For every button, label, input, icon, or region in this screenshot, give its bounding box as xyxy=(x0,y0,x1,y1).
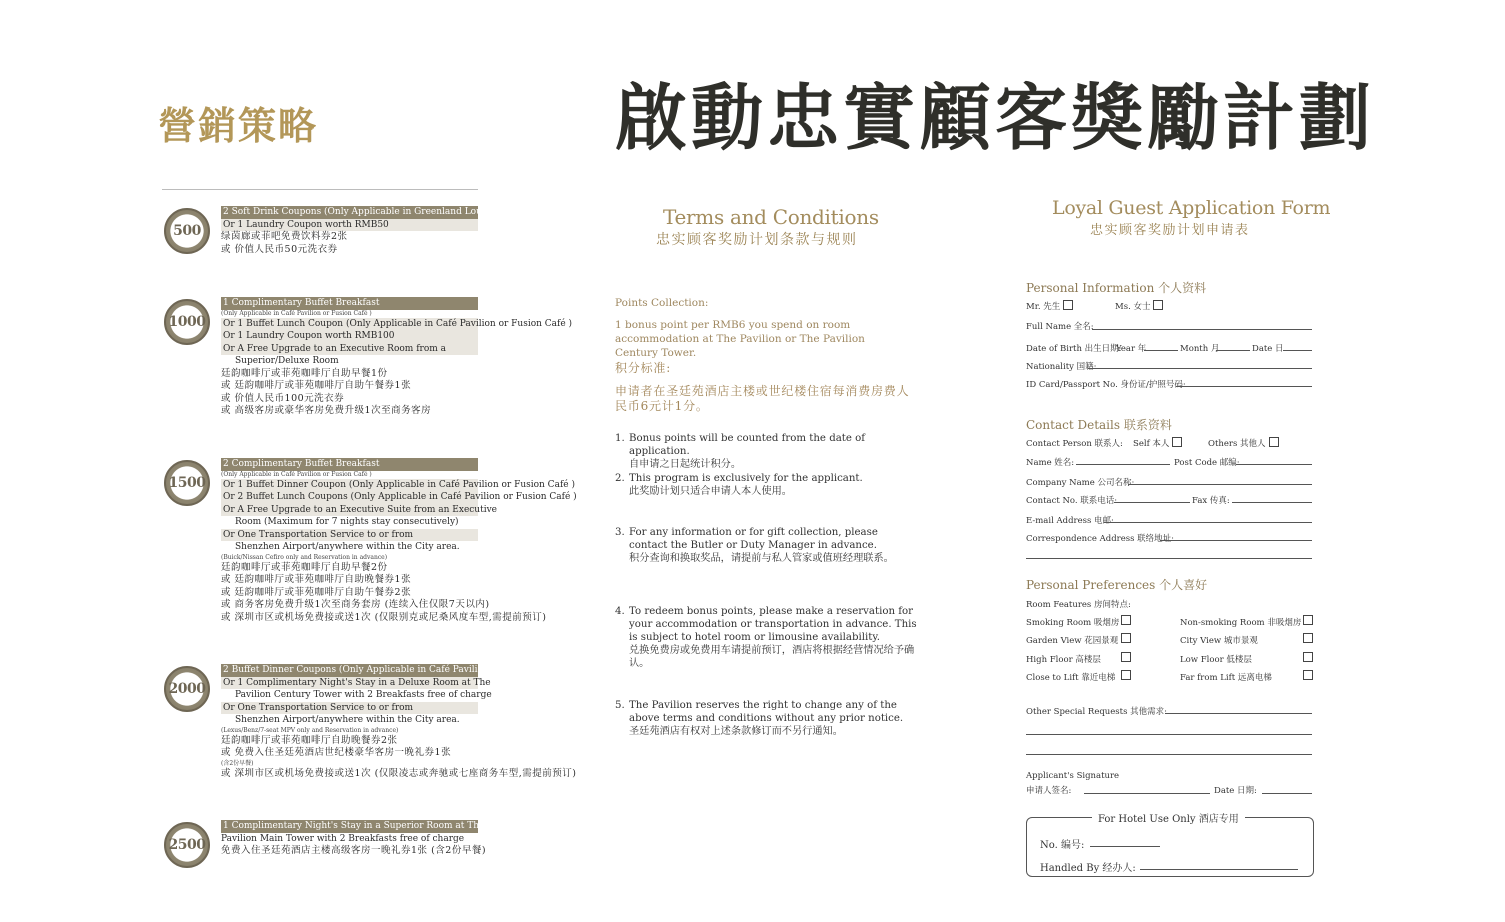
tier-line: Or 2 Buffet Lunch Coupons (Only Applicable in Café Pavilion or Fusion Café ) xyxy=(223,492,577,502)
points-badge-icon: 500 xyxy=(164,208,210,254)
tier-line: Or 1 Laundry Coupon worth RMB100 xyxy=(221,330,478,343)
city-view-checkbox[interactable] xyxy=(1303,633,1313,643)
personal-info-heading: Personal Information 个人资料 xyxy=(1026,281,1207,295)
date-label: Date 日 xyxy=(1252,344,1284,354)
contact-no-field[interactable] xyxy=(1114,502,1190,503)
pref-low-floor: Low Floor 低楼层 xyxy=(1180,655,1252,665)
form-title-en: Loyal Guest Application Form xyxy=(1052,197,1331,219)
others-option[interactable]: Others 其他人 xyxy=(1208,437,1279,449)
high-floor-checkbox[interactable] xyxy=(1121,652,1131,662)
contact-details-heading: Contact Details 联系资料 xyxy=(1026,418,1172,432)
signature-field[interactable] xyxy=(1084,793,1210,794)
pref-close-lift: Close to Lift 靠近电梯 xyxy=(1026,673,1116,683)
tier-line: 或 价值人民币100元洗衣券 xyxy=(221,392,345,404)
tier-line: 或 深圳市区或机场免费接或送1次 (仅限别克或尼桑风度车型,需提前预订) xyxy=(221,611,547,623)
self-checkbox[interactable] xyxy=(1172,437,1182,447)
points-collection-label: Points Collection: xyxy=(615,297,709,309)
id-card-label: ID Card/Passport No. 身份证/护照号码: xyxy=(1026,380,1186,390)
tier-line: 1 Complimentary Buffet Breakfast xyxy=(221,297,478,310)
name-label: Name 姓名: xyxy=(1026,458,1075,468)
other-requests-field-2[interactable] xyxy=(1026,734,1312,735)
rule-2: 2. This program is exclusively for the applicant. 此奖励计划只适合申请人本人使用。 xyxy=(615,473,863,497)
company-label: Company Name 公司名称: xyxy=(1026,478,1135,488)
form-title-cn: 忠实顾客奖励计划申请表 xyxy=(1090,223,1250,238)
tier-lines xyxy=(221,206,568,256)
post-code-field[interactable] xyxy=(1236,464,1312,465)
points-badge-icon: 1000 xyxy=(164,299,210,345)
section-label: 營銷策略 xyxy=(158,103,319,148)
date-field[interactable] xyxy=(1283,350,1312,351)
close-lift-checkbox[interactable] xyxy=(1121,670,1131,680)
pref-city-view: City View 城市景观 xyxy=(1180,636,1258,646)
name-field[interactable] xyxy=(1076,464,1170,465)
year-field[interactable] xyxy=(1144,350,1178,351)
tier-line: 2 Complimentary Buffet Breakfast xyxy=(221,458,478,471)
correspondence-field-2[interactable] xyxy=(1026,558,1312,559)
room-features-label: Room Features 房间特点: xyxy=(1026,600,1131,610)
points-standard-label: 积分标准: xyxy=(615,361,672,375)
tier-line: 或 廷韵咖啡厅或菲苑咖啡厅自助午餐券1张 xyxy=(221,380,412,391)
tier-lines xyxy=(221,664,577,780)
terms-title-cn: 忠实顾客奖励计划条款与规则 xyxy=(656,232,858,248)
tier-line: Shenzhen Airport/anywhere within the City area. xyxy=(235,542,460,552)
tier-line: 绿茵廊或菲吧免费饮料券2张 xyxy=(221,231,348,242)
tier-line: Or 1 Buffet Dinner Coupon (Only Applicable in Café Pavilion or Fusion Café ) xyxy=(223,479,575,490)
sign-date-field[interactable] xyxy=(1262,793,1312,794)
pref-high-floor: High Floor 高楼层 xyxy=(1026,655,1101,665)
tier-line: 或 商务客房免费升级1次至商务套房 (连续入住仅限7天以内) xyxy=(221,599,490,610)
correspondence-label: Correspondence Address 联络地址: xyxy=(1026,534,1175,544)
personal-prefs-heading: Personal Preferences 个人喜好 xyxy=(1026,578,1208,592)
tier-line: 廷韵咖啡厅或菲苑咖啡厅自助早餐1份 xyxy=(221,367,388,379)
points-collection-text: 1 bonus point per RMB6 you spend on room accommodation at The Pavilion or The Pavilion Century Tower. xyxy=(615,319,865,359)
tier-line: 廷韵咖啡厅或菲苑咖啡厅自助晚餐券2张 xyxy=(221,734,398,746)
tier-line: 2 Soft Drink Coupons (Only Applicable in Greenland Lounge or Fusion Bar) xyxy=(223,207,568,217)
tier-line: Or 1 Laundry Coupon worth RMB50 xyxy=(221,219,478,232)
tier-line: Room (Maximum for 7 nights stay consecutively) xyxy=(235,517,459,527)
points-badge-icon: 1500 xyxy=(164,460,210,506)
non-smoking-checkbox[interactable] xyxy=(1303,615,1313,625)
contact-person-label: Contact Person 联系人: xyxy=(1026,439,1123,449)
no-field[interactable] xyxy=(1090,846,1160,847)
other-requests-label: Other Special Requests 其他需求: xyxy=(1026,707,1167,717)
smoking-checkbox[interactable] xyxy=(1121,615,1131,625)
nationality-label: Nationality 国籍: xyxy=(1026,362,1097,372)
self-option[interactable]: Self 本人 xyxy=(1133,437,1182,449)
handled-by-label: Handled By 经办人: xyxy=(1040,863,1136,874)
terms-title-en: Terms and Conditions xyxy=(663,205,879,229)
far-lift-checkbox[interactable] xyxy=(1303,670,1313,680)
rule-5: 5. The Pavilion reserves the right to change any of the above terms and conditions without any prior notice. 圣廷苑酒店有权对上述条款修订而不另行通知。 xyxy=(615,700,904,737)
handled-by-field[interactable] xyxy=(1140,869,1298,870)
pref-smoking: Smoking Room 吸烟房 xyxy=(1026,618,1120,628)
tier-line: 或 廷韵咖啡厅或菲苑咖啡厅自助晚餐券1张 xyxy=(221,574,412,585)
tier-line: 或 高级客房或豪华客房免费升级1次至商务客房 xyxy=(221,405,432,416)
contact-no-label: Contact No. 联系电话: xyxy=(1026,496,1118,506)
month-label: Month 月 xyxy=(1180,344,1220,354)
company-field[interactable] xyxy=(1128,484,1312,485)
tier-line: 或 深圳市区或机场免费接或送1次 (仅限凌志或奔驰或七座商务车型,需提前预订) xyxy=(221,767,577,779)
tier-line: 或 免费入住圣廷苑酒店世纪楼豪华客房一晚礼券1张 xyxy=(221,747,452,758)
tier-line: Shenzhen Airport/anywhere within the City area. xyxy=(235,715,460,725)
tier-line: (Only Applicable in Café Pavilion or Fusion Café ) xyxy=(221,309,372,317)
nationality-field[interactable] xyxy=(1088,368,1312,369)
tier-line: 2 Buffet Dinner Coupons (Only Applicable in Café Pavilion or Fusion Café ) xyxy=(223,665,566,675)
year-label: Year 年 xyxy=(1116,344,1147,354)
rule-1: 1. Bonus points will be counted from the date of application. 自申请之日起统计积分。 xyxy=(615,433,866,470)
tier-line: Superior/Deluxe Room xyxy=(235,356,339,366)
id-card-field[interactable] xyxy=(1176,386,1312,387)
signature-label-cn: 申请人签名: xyxy=(1026,786,1072,796)
tier-line: Pavilion Century Tower with 2 Breakfasts free of charge xyxy=(235,690,492,700)
email-field[interactable] xyxy=(1104,522,1312,523)
points-standard-text: 申请者在圣廷苑酒店主楼或世纪楼住宿每消费房费人民币6元计1分。 xyxy=(615,384,910,413)
tier-line: 1 Complimentary Night's Stay in a Superior Room at The xyxy=(223,821,485,831)
tier-lines xyxy=(221,458,577,624)
month-field[interactable] xyxy=(1216,350,1250,351)
full-name-label: Full Name 全名: xyxy=(1026,322,1094,332)
points-badge-icon: 2500 xyxy=(164,822,210,868)
hotel-use-title: For Hotel Use Only 酒店专用 xyxy=(1092,810,1245,825)
tier-line: Pavilion Main Tower with 2 Breakfasts free of charge xyxy=(221,833,465,844)
others-checkbox[interactable] xyxy=(1269,437,1279,447)
post-code-label: Post Code 邮编: xyxy=(1174,458,1240,468)
fax-field[interactable] xyxy=(1232,502,1312,503)
email-label: E-mail Address 电邮: xyxy=(1026,516,1114,526)
rule-4: 4. To redeem bonus points, please make a reservation for your accommodation or transportation in advance. This is subject to hotel room or limousine availability. 兑换免费房或免费用车请提前预订，酒店将根据经营情况给予确认。 xyxy=(615,606,917,669)
tier-line: Or One Transportation Service to or from xyxy=(221,702,478,715)
main-title: 啟動忠實顧客獎勵計劃 xyxy=(615,75,1376,160)
tier-line: Or One Transportation Service to or from xyxy=(221,529,478,542)
low-floor-checkbox[interactable] xyxy=(1303,652,1313,662)
reward-tiers xyxy=(162,189,577,889)
tier-line: (Buick/Nissan Cefiro only and Reservation in advance) xyxy=(221,553,388,561)
no-label: No. 编号: xyxy=(1040,840,1085,851)
tier-line: (Lexus/Benz/7-seat MPV only and Reservation in advance) xyxy=(221,726,399,734)
rule-3: 3. For any information or for gift collection, please contact the Butler or Duty Manager in advance. 积分查询和换取奖品，请提前与私人管家或值班经理联系。 xyxy=(615,527,894,564)
tier-line: Or 1 Complimentary Night's Stay in a Deluxe Room at The xyxy=(223,677,491,688)
pref-garden: Garden View 花园景观 xyxy=(1026,636,1119,646)
tier-line: (Only Applicable in Café Pavilion or Fusion Café ) xyxy=(221,470,372,478)
fax-label: Fax 传真: xyxy=(1192,496,1230,506)
garden-checkbox[interactable] xyxy=(1121,633,1131,643)
tier-line: Or A Free Upgrade to an Executive Room from a xyxy=(221,343,478,356)
signature-label-en: Applicant's Signature xyxy=(1026,771,1120,781)
tier-lines xyxy=(221,820,487,858)
other-requests-field[interactable] xyxy=(1166,713,1312,714)
tier-line: (含2份早餐) xyxy=(221,759,254,767)
tier-line: 廷韵咖啡厅或菲苑咖啡厅自助早餐2份 xyxy=(221,561,388,573)
tier-line: Or A Free Upgrade to an Executive Suite from an Executive xyxy=(223,504,498,515)
correspondence-field[interactable] xyxy=(1160,540,1312,541)
pref-far-lift: Far from Lift 远离电梯 xyxy=(1180,673,1272,683)
tier-line: Or 1 Buffet Lunch Coupon (Only Applicable in Café Pavilion or Fusion Café ) xyxy=(223,318,573,329)
mr-checkbox[interactable] xyxy=(1063,300,1073,310)
tier-lines xyxy=(221,297,573,418)
tier-line: 免费入住圣廷苑酒店主楼高级客房一晚礼券1张 (含2份早餐) xyxy=(221,845,487,856)
top-divider xyxy=(162,189,478,190)
tier-line: 或 廷韵咖啡厅或菲苑咖啡厅自助午餐券2张 xyxy=(221,586,412,598)
mr-option[interactable]: Mr. 先生 xyxy=(1026,300,1073,312)
ms-option[interactable]: Ms. 女士 xyxy=(1115,300,1163,312)
sign-date-label: Date 日期: xyxy=(1214,786,1257,796)
ms-checkbox[interactable] xyxy=(1153,300,1163,310)
tier-line: 或 价值人民币50元洗衣券 xyxy=(221,243,338,255)
dob-label: Date of Birth 出生日期: xyxy=(1026,344,1122,354)
points-badge-icon: 2000 xyxy=(164,666,210,712)
full-name-field[interactable] xyxy=(1092,329,1312,330)
other-requests-field-3[interactable] xyxy=(1026,754,1312,755)
pref-non-smoking: Non-smoking Room 非吸烟房 xyxy=(1180,618,1302,628)
